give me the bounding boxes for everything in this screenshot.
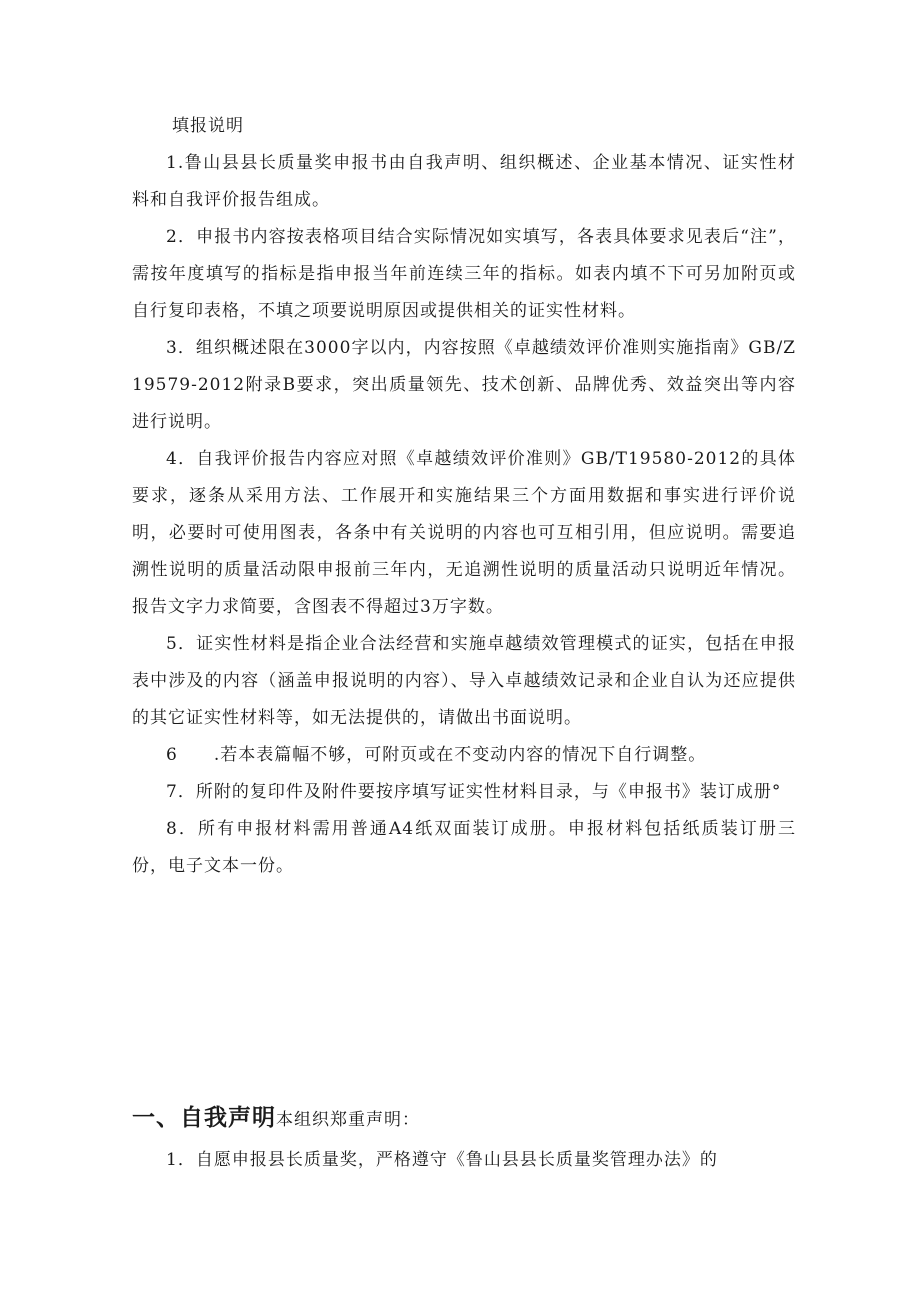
declaration-heading-line [132, 1096, 796, 1142]
instructions-title: 填报说明 [172, 116, 244, 136]
instructions-section [132, 108, 796, 885]
instruction-item-7: 7．所附的复印件及附件要按序填写证实性材料目录，与《申报书》装订成册° [166, 782, 782, 802]
declaration-section [132, 1096, 796, 1179]
declaration-item-1: 1．自愿申报县长质量奖，严格遵守《鲁山县县长质量奖管理办法》的 [166, 1150, 718, 1170]
instruction-item-1: 1.鲁山县县长质量奖申报书由自我声明、组织概述、企业基本情况、证实性材料和自我评价报告组成。 [132, 153, 796, 210]
instruction-item-3: 3．组织概述限在3000字以内，内容按照《卓越绩效评价准则实施指南》GB/Z19579-2012附录B要求，突出质量领先、技术创新、品牌优秀、效益突出等内容进行说明。 [132, 338, 796, 432]
instruction-item-6: 6 .若本表篇幅不够，可附页或在不变动内容的情况下自行调整。 [166, 745, 707, 765]
instruction-item-5: 5．证实性材料是指企业合法经营和实施卓越绩效管理模式的证实，包括在申报表中涉及的内容（涵盖申报说明的内容）、导入卓越绩效记录和企业自认为还应提供的其它证实性材料等，如无法提供的，请做出书面说明。 [132, 634, 796, 728]
declaration-heading: 一、自我声明 [132, 1105, 276, 1131]
instruction-item-8: 8．所有申报材料需用普通A4纸双面装订成册。申报材料包括纸质装订册三份，电子文本一份。 [132, 819, 796, 876]
declaration-intro: 本组织郑重声明： [276, 1110, 420, 1130]
instruction-item-2: 2．申报书内容按表格项目结合实际情况如实填写，各表具体要求见表后“注”，需按年度填写的指标是指申报当年前连续三年的指标。如表内填不下可另加附页或自行复印表格，不填之项要说明原因或提供相关的证实性材料。 [132, 227, 796, 321]
instruction-item-4: 4．自我评价报告内容应对照《卓越绩效评价准则》GB/T19580-2012的具体要求，逐条从采用方法、工作展开和实施结果三个方面用数据和事实进行评价说明，必要时可使用图表，各条中有关说明的内容也可互相引用，但应说明。需要追溯性说明的质量活动限申报前三年内，无追溯性说明的质量活动只说明近年情况。报告文字力求简要，含图表不得超过3万字数。 [132, 449, 796, 617]
